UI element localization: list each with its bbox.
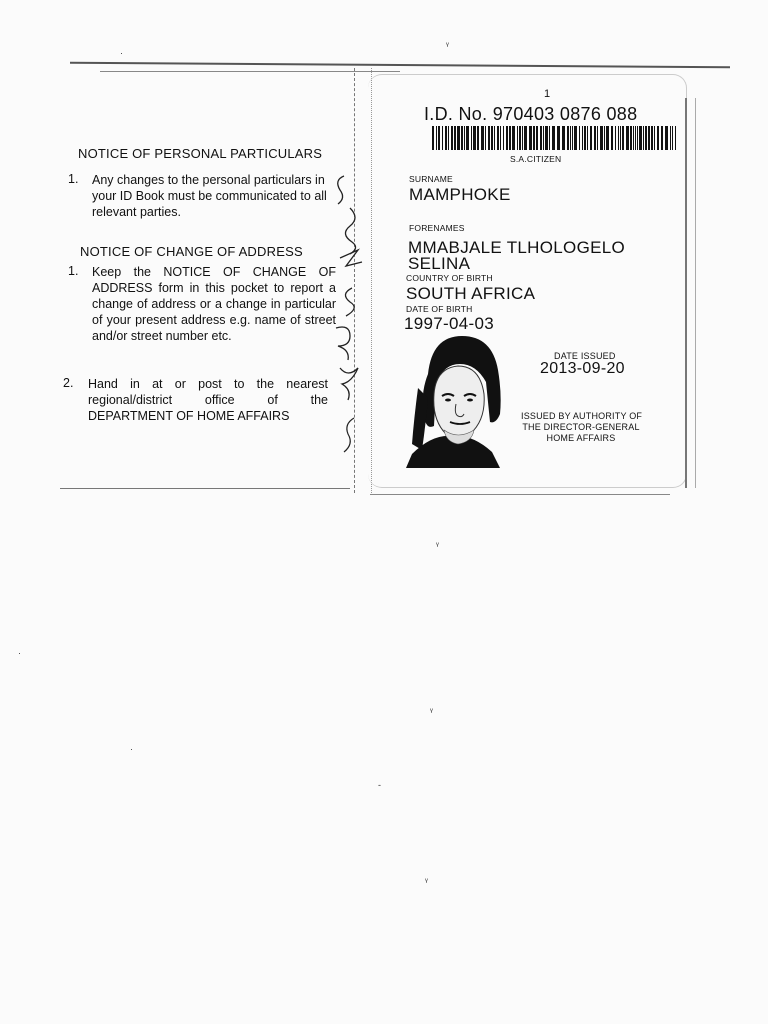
forenames-line2: SELINA [408, 254, 471, 273]
heading-personal-particulars: NOTICE OF PERSONAL PARTICULARS [78, 146, 323, 161]
change-of-address-text: Keep the NOTICE OF CHANGE OF ADDRESS form in this pocket to report a change of address or a change in particular of your present address e.g. name of street and/or street number etc. [92, 265, 336, 343]
authority-line-3: HOME AFFAIRS [546, 433, 616, 443]
id-number-line [424, 104, 637, 125]
surname-label: SURNAME [409, 174, 453, 184]
date-issued-value: 2013-09-20 [540, 360, 625, 377]
list-number: 2. [63, 376, 74, 390]
speck: ᵞ [446, 40, 449, 50]
heading-change-of-address: NOTICE OF CHANGE OF ADDRESS [80, 244, 303, 259]
speck: · [130, 744, 133, 754]
citizenship-label: S.A.CITIZEN [510, 154, 562, 164]
book-edge-bottom [60, 488, 350, 489]
speck: - [378, 780, 381, 790]
personal-particulars-text: Any changes to the personal particulars in your ID Book must be communicated to all relevant parties. [92, 173, 327, 219]
forenames-label: FORENAMES [409, 223, 465, 233]
speck: ᵞ [436, 540, 439, 550]
date-of-birth-label: DATE OF BIRTH [406, 304, 473, 314]
hand-in-text: Hand in at or post to the nearest regional/district office of the DEPARTMENT OF HOME AFFAIRS [88, 377, 328, 423]
date-of-birth-value: 1997-04-03 [404, 314, 494, 333]
page-number: 1 [544, 88, 551, 100]
id-book-spread [40, 58, 710, 498]
id-number: 970403 0876 088 [492, 104, 638, 124]
portrait-photo-icon [404, 334, 512, 468]
left-page [40, 58, 350, 488]
id-number-label: I.D. No. [424, 104, 488, 124]
handwritten-scribble [330, 168, 370, 468]
speck: ᵞ [425, 876, 428, 886]
country-of-birth-label: COUNTRY OF BIRTH [406, 273, 493, 283]
list-number: 1. [68, 172, 79, 186]
book-edge-right [685, 98, 696, 488]
authority-line-2: THE DIRECTOR-GENERAL [522, 422, 640, 432]
speck: · [120, 48, 123, 58]
book-edge-bottom [370, 494, 670, 495]
list-number: 1. [68, 264, 79, 278]
date-issued-label: DATE ISSUED [554, 351, 616, 361]
forenames-line1: MMABJALE TLHOLOGELO [408, 238, 626, 257]
country-of-birth-value: SOUTH AFRICA [406, 284, 536, 303]
barcode-icon [432, 126, 678, 150]
speck: ᵞ [430, 706, 433, 716]
speck: · [18, 648, 21, 658]
authority-line-1: ISSUED BY AUTHORITY OF [521, 411, 643, 421]
surname-value: MAMPHOKE [409, 185, 511, 204]
